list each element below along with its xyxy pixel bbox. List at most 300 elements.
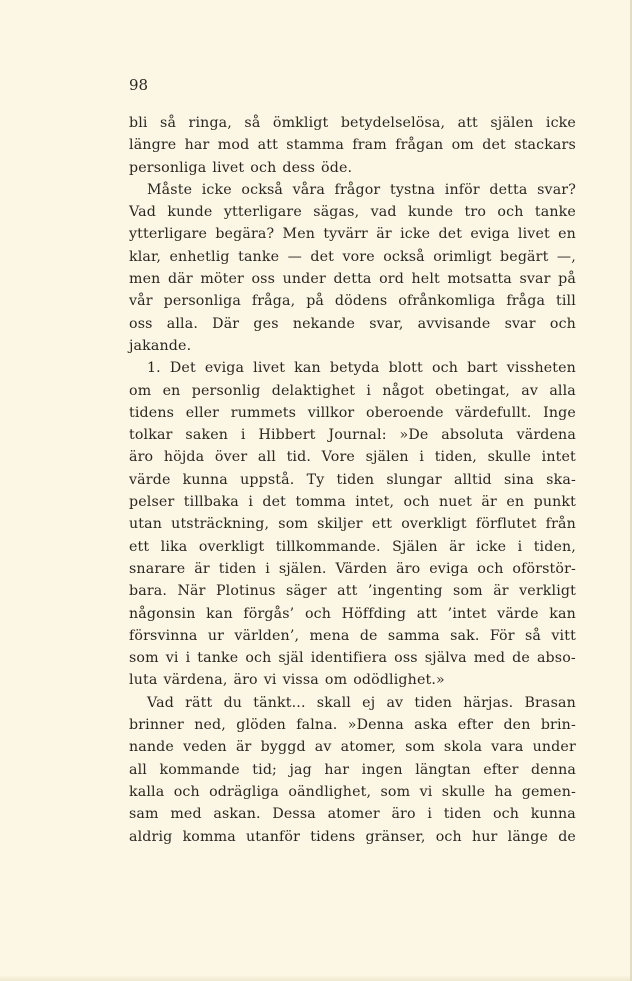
word: själen bbox=[490, 115, 534, 131]
text-line bbox=[129, 201, 576, 223]
word: en bbox=[506, 494, 525, 511]
word: tanke bbox=[534, 204, 576, 221]
word: tidens bbox=[129, 404, 175, 421]
word: svar, bbox=[369, 315, 404, 332]
word: nekande bbox=[292, 315, 356, 332]
word: om bbox=[324, 672, 348, 689]
word: och bbox=[173, 783, 200, 800]
word: längre bbox=[129, 137, 177, 154]
word: alla. bbox=[166, 315, 198, 332]
word: oberoende bbox=[366, 404, 444, 421]
word: eviga bbox=[429, 560, 469, 577]
word: värdefullt. bbox=[455, 404, 532, 421]
word: en bbox=[162, 382, 181, 399]
word: i bbox=[185, 650, 191, 667]
word: Ty bbox=[306, 471, 325, 488]
word: komma bbox=[182, 828, 236, 845]
word: Höffding bbox=[341, 605, 407, 622]
word: all bbox=[257, 449, 276, 466]
word: Värden bbox=[335, 560, 388, 577]
word: Plotinus bbox=[215, 583, 276, 600]
word: vi bbox=[263, 672, 277, 689]
word: skiljer bbox=[317, 516, 363, 533]
word: intet bbox=[541, 449, 576, 466]
word: Vore bbox=[321, 449, 355, 466]
text-line bbox=[129, 335, 576, 357]
word: har bbox=[184, 137, 210, 154]
word: att bbox=[416, 605, 438, 622]
word: det bbox=[438, 226, 463, 243]
word: delaktighet bbox=[271, 382, 356, 399]
word: skulle bbox=[441, 783, 486, 800]
word: helt bbox=[411, 271, 440, 288]
word: hur bbox=[471, 828, 498, 845]
word: Det bbox=[169, 360, 196, 377]
word: sina bbox=[503, 471, 534, 488]
word: ur bbox=[207, 627, 225, 644]
word: orimligt bbox=[433, 248, 492, 265]
word: tiden bbox=[414, 694, 453, 711]
word: — bbox=[287, 248, 302, 265]
word: att bbox=[257, 137, 278, 154]
word: något bbox=[382, 382, 424, 399]
text-line bbox=[129, 157, 576, 179]
word: snarare bbox=[129, 560, 186, 577]
word: »Denna bbox=[347, 717, 404, 734]
word: sam bbox=[129, 806, 159, 823]
word: försvinna bbox=[129, 627, 198, 644]
text-line bbox=[129, 781, 576, 803]
word: verkligt bbox=[519, 583, 576, 600]
word: efter bbox=[483, 761, 519, 778]
word: betyda bbox=[329, 360, 380, 377]
word: frågan bbox=[395, 137, 444, 154]
word: också bbox=[383, 248, 425, 265]
word: personliga bbox=[129, 159, 207, 176]
word: öde. bbox=[321, 159, 353, 176]
word: tiden, bbox=[434, 449, 477, 466]
word: dödens bbox=[334, 293, 388, 310]
text-line bbox=[129, 692, 576, 714]
word: att bbox=[457, 115, 478, 131]
word: bli bbox=[129, 115, 148, 131]
word: under bbox=[282, 271, 326, 288]
word: tidens bbox=[310, 828, 356, 845]
word: askan. bbox=[213, 806, 261, 823]
word: personliga bbox=[163, 293, 241, 310]
word: utanför bbox=[246, 828, 301, 845]
word: i bbox=[248, 494, 253, 511]
word: de bbox=[359, 627, 378, 644]
word: oss bbox=[394, 650, 418, 667]
word: svar? bbox=[537, 181, 576, 198]
word: bart bbox=[467, 360, 498, 377]
word: rätt bbox=[185, 694, 213, 711]
word: tolkar bbox=[129, 427, 173, 444]
word: värde bbox=[129, 471, 171, 488]
word: enhetlig bbox=[169, 248, 230, 265]
word: tiden bbox=[336, 471, 375, 488]
word: ingen bbox=[361, 761, 403, 778]
word: byggd bbox=[260, 739, 306, 756]
word: som bbox=[129, 650, 159, 667]
word: odrägliga bbox=[209, 783, 280, 800]
word: äro bbox=[233, 672, 258, 689]
word: uppstå. bbox=[240, 471, 295, 488]
word: bara. bbox=[129, 583, 168, 600]
word: Själen bbox=[392, 538, 438, 555]
word: utsträckning, bbox=[171, 516, 270, 533]
word: detta bbox=[489, 181, 528, 198]
word: slungar bbox=[386, 471, 442, 488]
word: själva bbox=[424, 650, 467, 667]
text-line bbox=[129, 603, 576, 625]
word: där bbox=[167, 271, 193, 288]
word: i bbox=[240, 427, 246, 444]
word: stackars bbox=[514, 137, 576, 154]
word: ytterligare bbox=[223, 204, 302, 221]
word: om bbox=[451, 137, 474, 154]
word: längtan bbox=[415, 761, 471, 778]
text-line bbox=[129, 313, 576, 335]
word: på bbox=[306, 293, 325, 310]
word: ord bbox=[379, 271, 404, 288]
text-line bbox=[129, 714, 576, 736]
word: odödlighet.» bbox=[353, 672, 445, 689]
text-line bbox=[129, 134, 576, 156]
word: att bbox=[337, 583, 358, 600]
word: är bbox=[449, 538, 465, 555]
word: ska- bbox=[546, 471, 576, 488]
word: och bbox=[250, 159, 277, 176]
word: tyvärr bbox=[323, 226, 368, 243]
word: möter bbox=[200, 271, 244, 288]
word: vad bbox=[370, 204, 397, 221]
word: oss bbox=[251, 271, 276, 288]
word: ringa, bbox=[188, 115, 232, 131]
word: För bbox=[489, 627, 515, 644]
word: som bbox=[405, 739, 435, 756]
word: de bbox=[512, 650, 530, 667]
word: stamma bbox=[286, 137, 344, 154]
word: dess bbox=[282, 159, 316, 176]
text-line bbox=[129, 803, 576, 825]
word: är bbox=[493, 583, 509, 600]
word: intet, bbox=[355, 494, 395, 511]
text-line bbox=[129, 179, 576, 201]
text-line bbox=[129, 491, 576, 513]
word: motsatta bbox=[447, 271, 512, 288]
word: världen’, bbox=[234, 627, 300, 644]
word: identifiera bbox=[310, 650, 388, 667]
word: Måste bbox=[147, 181, 193, 198]
text-line bbox=[129, 469, 576, 491]
word: Men bbox=[282, 226, 316, 243]
word: som bbox=[380, 783, 411, 800]
word: själen bbox=[365, 449, 409, 466]
word: från bbox=[545, 516, 576, 533]
text-line bbox=[129, 669, 576, 691]
word: härjas. bbox=[463, 694, 514, 711]
word: ofrånkomliga bbox=[398, 293, 496, 310]
word: tomma bbox=[295, 494, 346, 511]
word: fråga, bbox=[251, 293, 296, 310]
word: overkligt bbox=[198, 538, 265, 555]
word: kunna bbox=[530, 806, 576, 823]
word: så bbox=[525, 627, 542, 644]
word: kommande bbox=[159, 761, 240, 778]
word: skola bbox=[443, 739, 483, 756]
word: men bbox=[129, 271, 161, 288]
word: de bbox=[558, 828, 576, 845]
word: lika bbox=[160, 538, 188, 555]
word: värdena, bbox=[163, 672, 228, 689]
word: och bbox=[497, 204, 524, 221]
word: nuet bbox=[439, 494, 472, 511]
word: atomer bbox=[327, 806, 380, 823]
word: kan bbox=[549, 605, 576, 622]
word: över bbox=[214, 449, 248, 466]
word: en bbox=[558, 226, 576, 243]
word: i bbox=[366, 382, 372, 399]
word: och bbox=[304, 605, 332, 622]
word: i bbox=[427, 806, 433, 823]
word: länge bbox=[507, 828, 549, 845]
text-line bbox=[129, 402, 576, 424]
word: ömkligt bbox=[272, 115, 329, 131]
word: som bbox=[278, 516, 308, 533]
word: Brasan bbox=[524, 694, 576, 711]
word: du bbox=[223, 694, 243, 711]
word: värdena bbox=[516, 427, 576, 444]
text-line bbox=[129, 759, 576, 781]
word: tanke bbox=[197, 650, 239, 667]
word: alltid bbox=[454, 471, 492, 488]
word: vitt bbox=[551, 627, 576, 644]
word: själen. bbox=[278, 560, 327, 577]
word: atomer, bbox=[340, 739, 396, 756]
text-line bbox=[129, 357, 576, 379]
text-line bbox=[129, 580, 576, 602]
word: är bbox=[235, 739, 252, 756]
word: avvisande bbox=[417, 315, 491, 332]
word: i bbox=[517, 538, 523, 555]
word: detta bbox=[333, 271, 372, 288]
word: på bbox=[558, 271, 576, 288]
body-text bbox=[129, 112, 576, 848]
word: tystna bbox=[389, 181, 436, 198]
word: personlig bbox=[191, 382, 261, 399]
word: sägas, bbox=[313, 204, 360, 221]
word: gemen- bbox=[521, 783, 576, 800]
word: livet bbox=[212, 159, 245, 176]
word: och bbox=[477, 560, 504, 577]
text-line bbox=[129, 558, 576, 580]
word: ’ingenting bbox=[367, 583, 443, 600]
word: luta bbox=[129, 672, 158, 689]
word: alla bbox=[549, 382, 576, 399]
word: oändlighet, bbox=[288, 783, 372, 800]
word: vår bbox=[129, 293, 153, 310]
word: glöden bbox=[236, 717, 286, 734]
word: Journal: bbox=[328, 427, 387, 444]
word: betydelselösa, bbox=[340, 115, 446, 131]
word: värde bbox=[497, 605, 539, 622]
word: vissa bbox=[282, 672, 319, 689]
word: —, bbox=[556, 248, 576, 265]
word: punkt bbox=[533, 494, 576, 511]
text-line bbox=[129, 223, 576, 245]
word: och bbox=[549, 315, 576, 332]
word: tillkommande. bbox=[275, 538, 381, 555]
word: eviga bbox=[470, 226, 510, 243]
word: med bbox=[170, 806, 202, 823]
word: själ bbox=[278, 650, 304, 667]
word: tillbaka bbox=[183, 494, 239, 511]
word: ett bbox=[371, 516, 393, 533]
word: och bbox=[403, 494, 430, 511]
word: absoluta bbox=[441, 427, 504, 444]
text-line bbox=[129, 246, 576, 268]
word: ha bbox=[494, 783, 513, 800]
word: vissheten bbox=[506, 360, 576, 377]
word: vi bbox=[165, 650, 179, 667]
word: blott bbox=[388, 360, 423, 377]
word: brin- bbox=[540, 717, 576, 734]
word: Inge bbox=[543, 404, 576, 421]
word: skall bbox=[316, 694, 351, 711]
word: fråga bbox=[506, 293, 546, 310]
word: icke bbox=[400, 226, 431, 243]
text-line bbox=[129, 380, 576, 402]
word: Vad bbox=[129, 204, 156, 221]
word: veden bbox=[183, 739, 227, 756]
word: som bbox=[453, 583, 483, 600]
text-line bbox=[129, 290, 576, 312]
word: fram bbox=[352, 137, 387, 154]
word: begära? bbox=[215, 226, 275, 243]
word: våra bbox=[292, 181, 325, 198]
word: jakande. bbox=[129, 337, 192, 354]
word: kunna bbox=[182, 471, 228, 488]
word: äro bbox=[396, 560, 421, 577]
text-line bbox=[129, 625, 576, 647]
word: och bbox=[435, 828, 462, 845]
word: pelser bbox=[129, 494, 175, 511]
word: svar bbox=[519, 271, 551, 288]
word: har bbox=[324, 761, 350, 778]
word: det bbox=[310, 248, 334, 265]
word: kunde bbox=[167, 204, 213, 221]
word: denna bbox=[531, 761, 576, 778]
word: Där bbox=[212, 315, 240, 332]
word: Vad bbox=[147, 694, 174, 711]
word: all bbox=[129, 761, 147, 778]
word: aska bbox=[414, 717, 448, 734]
word: falna. bbox=[296, 717, 338, 734]
word: frågor bbox=[334, 181, 381, 198]
word: overkligt bbox=[401, 516, 467, 533]
text-line bbox=[129, 446, 576, 468]
word: tiden bbox=[218, 560, 257, 577]
word: klar, bbox=[129, 248, 162, 265]
word: oss bbox=[129, 315, 153, 332]
word: tiden bbox=[443, 806, 482, 823]
word: det bbox=[482, 137, 506, 154]
word: också bbox=[241, 181, 283, 198]
word: i bbox=[419, 449, 425, 466]
word: så bbox=[244, 115, 261, 131]
text-line bbox=[129, 112, 576, 134]
word: och bbox=[492, 806, 520, 823]
word: rummets bbox=[230, 404, 297, 421]
word: utan bbox=[129, 516, 163, 533]
word: livet bbox=[517, 226, 550, 243]
word: det bbox=[262, 494, 287, 511]
word: brinner bbox=[129, 717, 184, 734]
word: obetingat, bbox=[435, 382, 510, 399]
word: tanke bbox=[238, 248, 280, 265]
word: ’intet bbox=[447, 605, 487, 622]
word: begärt bbox=[500, 248, 549, 265]
word: abso- bbox=[536, 650, 576, 667]
word: »De bbox=[399, 427, 429, 444]
word: skulle bbox=[487, 449, 531, 466]
word: Dessa bbox=[272, 806, 316, 823]
word: oförstör- bbox=[512, 560, 576, 577]
word: eller bbox=[185, 404, 220, 421]
word: gränser, bbox=[365, 828, 426, 845]
word: inför bbox=[444, 181, 480, 198]
word: till bbox=[556, 293, 576, 310]
word: av bbox=[314, 739, 332, 756]
word: efter bbox=[457, 717, 494, 734]
word: tänkt... bbox=[253, 694, 306, 711]
word: säger bbox=[286, 583, 327, 600]
word: kalla bbox=[129, 783, 165, 800]
word: så bbox=[160, 115, 177, 131]
word: ytterligare bbox=[129, 226, 208, 243]
word: svar bbox=[504, 315, 536, 332]
word: i bbox=[265, 560, 270, 577]
word: 1. bbox=[147, 360, 161, 377]
word: förgås’ bbox=[243, 605, 295, 622]
word: vi bbox=[419, 783, 433, 800]
word: äro bbox=[129, 449, 154, 466]
word: icke bbox=[476, 538, 507, 555]
page-bottom-edge bbox=[0, 975, 632, 981]
word: och bbox=[431, 360, 459, 377]
word: ett bbox=[129, 538, 150, 555]
word: aldrig bbox=[129, 828, 173, 845]
word: tid; bbox=[252, 761, 277, 778]
word: under bbox=[532, 739, 576, 756]
word: kan bbox=[294, 360, 321, 377]
word: och bbox=[245, 650, 272, 667]
page-number: 98 bbox=[129, 76, 149, 94]
word: är bbox=[376, 226, 392, 243]
word: vore bbox=[342, 248, 375, 265]
text-line bbox=[129, 536, 576, 558]
word: av bbox=[386, 694, 404, 711]
word: med bbox=[473, 650, 506, 667]
text-line bbox=[129, 424, 576, 446]
word: är bbox=[194, 560, 210, 577]
text-line bbox=[129, 826, 576, 848]
word: eviga bbox=[204, 360, 245, 377]
word: höjda bbox=[163, 449, 205, 466]
word: mena bbox=[309, 627, 350, 644]
